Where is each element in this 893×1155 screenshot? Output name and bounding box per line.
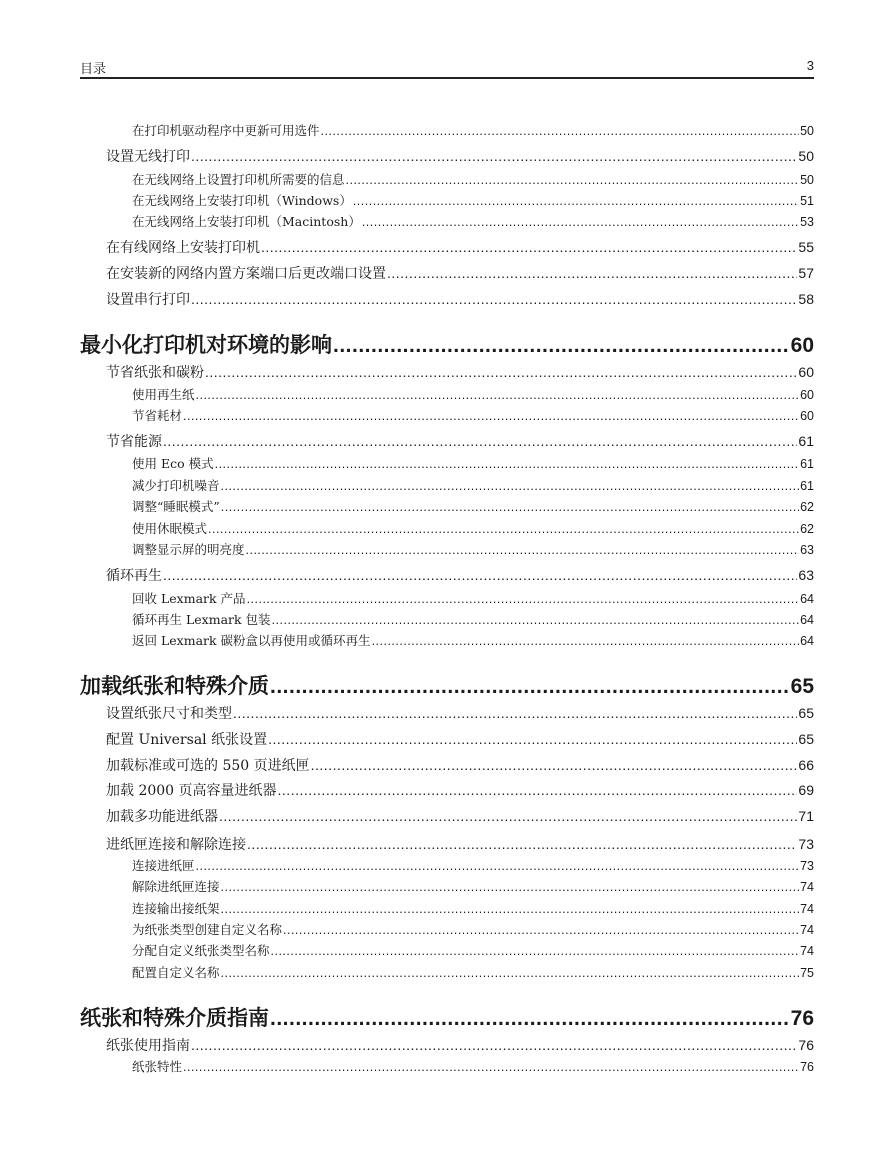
toc-entry-level-2[interactable]: [106, 146, 814, 166]
toc-entry-level-2[interactable]: [106, 755, 814, 775]
toc-entry-page: 73: [798, 836, 814, 852]
dot-leader: [362, 215, 799, 229]
toc-entry-level-3[interactable]: [132, 519, 814, 537]
dot-leader: [191, 148, 797, 164]
toc-entry-title: 节省纸张和碳粉: [106, 365, 204, 381]
toc-entry-title: 减少打印机噪音: [132, 478, 220, 493]
toc-entry-level-3[interactable]: [132, 941, 814, 959]
dot-leader: [215, 457, 799, 471]
dot-leader: [221, 966, 800, 980]
toc-entry-page: 50: [800, 124, 814, 138]
toc-entry-page: 60: [790, 334, 814, 357]
toc-entry-level-2[interactable]: [106, 289, 814, 309]
toc-entry-level-3[interactable]: [132, 856, 814, 874]
toc-entry-page: 75: [800, 966, 814, 980]
toc-entry-level-1[interactable]: [80, 670, 814, 700]
toc-entry-page: 60: [800, 388, 814, 402]
toc-entry-title: 连接进纸匣: [132, 858, 195, 873]
section-title: 目录: [80, 62, 107, 77]
toc-entry-title: 循环再生: [106, 568, 162, 584]
toc-entry-page: 74: [800, 902, 814, 916]
dot-leader: [268, 731, 797, 747]
toc-entry-page: 71: [798, 808, 814, 824]
page-number: 3: [806, 58, 814, 73]
toc-entry-page: 60: [800, 409, 814, 423]
toc-entry-page: 64: [800, 613, 814, 627]
toc-entry-level-3[interactable]: [132, 406, 814, 424]
dot-leader: [196, 859, 800, 873]
toc-entry-page: 76: [798, 1037, 814, 1053]
dot-leader: [221, 500, 799, 514]
toc-entry-page: 65: [790, 675, 814, 698]
toc-entry-level-3[interactable]: [132, 877, 814, 895]
toc-entry-title: 在有线网络上安装打印机: [106, 240, 260, 256]
toc-entry-level-2[interactable]: [106, 565, 814, 585]
dot-leader: [372, 634, 800, 648]
toc-entry-title: 最小化打印机对环境的影响: [80, 332, 332, 357]
toc-entry-level-3[interactable]: [132, 920, 814, 938]
toc-entry-title: 纸张和特殊介质指南: [80, 1005, 269, 1030]
dot-leader: [278, 782, 798, 798]
toc-entry-title: 纸张特性: [132, 1059, 183, 1074]
toc-entry-level-3[interactable]: [132, 385, 814, 403]
toc-entry-page: 62: [800, 522, 814, 536]
toc-entry-page: 57: [798, 265, 814, 281]
toc-entry-title: 为纸张类型创建自定义名称: [132, 922, 283, 937]
dot-leader: [221, 479, 800, 493]
toc-entry-page: 55: [798, 239, 814, 255]
toc-entry-level-3[interactable]: [132, 1057, 814, 1075]
toc-entry-level-3[interactable]: [132, 121, 814, 139]
toc-entry-level-3[interactable]: [132, 963, 814, 981]
toc-entry-level-3[interactable]: [132, 899, 814, 917]
toc-entry-title: 调整显示屏的明亮度: [132, 542, 245, 557]
toc-entry-level-1[interactable]: [80, 1002, 814, 1032]
toc-entry-level-2[interactable]: [106, 263, 814, 283]
toc-entry-page: 73: [800, 859, 814, 873]
dot-leader: [387, 265, 797, 281]
dot-leader: [261, 239, 797, 255]
toc-entry-page: 76: [790, 1007, 814, 1030]
dot-leader: [247, 592, 800, 606]
toc-entry-title: 纸张使用指南: [106, 1038, 190, 1054]
toc-entry-title: 分配自定义纸张类型名称: [132, 943, 270, 958]
toc-entry-page: 50: [800, 173, 814, 187]
toc-entry-title: 在安装新的网络内置方案端口后更改端口设置: [106, 266, 386, 282]
toc-entry-page: 61: [798, 433, 814, 449]
toc-entry-title: 连接输出接纸架: [132, 901, 220, 916]
toc-entry-title: 使用休眠模式: [132, 521, 208, 536]
toc-entry-title: 进纸匣连接和解除连接: [106, 837, 246, 853]
toc-entry-page: 63: [798, 567, 814, 583]
toc-entry-title: 使用再生纸: [132, 387, 195, 402]
toc-entry-title: 节省能源: [106, 434, 162, 450]
toc-entry-level-3[interactable]: [132, 454, 814, 472]
toc-entry-title: 配置自定义名称: [132, 965, 220, 980]
dot-leader: [191, 291, 797, 307]
dot-leader: [221, 902, 800, 916]
dot-leader: [353, 194, 799, 208]
toc-entry-level-3[interactable]: [132, 610, 814, 628]
toc-entry-title: 使用 Eco 模式: [132, 456, 214, 471]
dot-leader: [271, 944, 800, 958]
toc-entry-title: 解除进纸匣连接: [132, 879, 220, 894]
toc-entry-level-3[interactable]: [132, 540, 814, 558]
toc-entry-page: 74: [800, 944, 814, 958]
toc-entry-level-2[interactable]: [106, 362, 814, 382]
toc-entry-title: 配置 Universal 纸张设置: [106, 732, 268, 748]
dot-leader: [333, 334, 790, 358]
toc-entry-page: 58: [798, 291, 814, 307]
dot-leader: [183, 409, 799, 423]
toc-entry-title: 加载 2000 页高容量进纸器: [106, 783, 277, 799]
toc-entry-level-3[interactable]: [132, 631, 814, 649]
toc-entry-level-3[interactable]: [132, 476, 814, 494]
toc-entry-page: 51: [800, 194, 814, 208]
toc-entry-page: 69: [798, 782, 814, 798]
dot-leader: [246, 543, 800, 557]
toc-entry-level-1[interactable]: [80, 329, 814, 359]
toc-entry-title: 调整“睡眠模式”: [132, 499, 220, 514]
toc-entry-title: 在无线网络上安装打印机（Windows）: [132, 193, 352, 208]
toc-entry-page: 61: [800, 479, 814, 493]
toc-entry-title: 设置串行打印: [106, 292, 190, 308]
toc-entry-title: 在无线网络上安装打印机（Macintosh）: [132, 214, 361, 229]
toc-entry-level-2[interactable]: [106, 1035, 814, 1055]
toc-entry-title: 加载纸张和特殊介质: [80, 673, 269, 698]
dot-leader: [221, 880, 800, 894]
toc-entry-level-3[interactable]: [132, 497, 814, 515]
toc-entry-title: 返回 Lexmark 碳粉盒以再使用或循环再生: [132, 633, 371, 648]
dot-leader: [270, 675, 790, 699]
dot-leader: [183, 1060, 799, 1074]
toc-entry-page: 50: [798, 148, 814, 164]
toc-entry-level-3[interactable]: [132, 212, 814, 230]
toc-entry-level-2[interactable]: [106, 729, 814, 749]
dot-leader: [346, 173, 800, 187]
dot-leader: [270, 1007, 790, 1031]
toc-entry-page: 60: [798, 364, 814, 380]
dot-leader: [321, 124, 800, 138]
toc-entry-page: 74: [800, 923, 814, 937]
toc-entry-level-3[interactable]: [132, 191, 814, 209]
toc-entry-page: 64: [800, 634, 814, 648]
toc-entry-level-2[interactable]: [106, 834, 814, 854]
dot-leader: [272, 613, 800, 627]
toc-entry-level-3[interactable]: [132, 589, 814, 607]
toc-entry-page: 65: [798, 705, 814, 721]
toc-entry-page: 62: [800, 500, 814, 514]
dot-leader: [311, 757, 798, 773]
dot-leader: [205, 364, 797, 380]
toc-entry-page: 66: [798, 757, 814, 773]
toc-entry-title: 设置无线打印: [106, 149, 190, 165]
dot-leader: [283, 923, 799, 937]
toc-entry-title: 循环再生 Lexmark 包装: [132, 612, 271, 627]
dot-leader: [196, 388, 800, 402]
toc-entry-title: 设置纸张尺寸和类型: [106, 706, 232, 722]
toc-entry-page: 53: [800, 215, 814, 229]
toc-entry-title: 加载标准或可选的 550 页进纸匣: [106, 758, 310, 774]
dot-leader: [163, 567, 797, 583]
toc-entry-level-2[interactable]: [106, 431, 814, 451]
toc-entry-page: 61: [800, 457, 814, 471]
toc-entry-level-2[interactable]: [106, 806, 814, 826]
toc-entry-page: 63: [800, 543, 814, 557]
toc-entry-title: 回收 Lexmark 产品: [132, 591, 246, 606]
toc-entry-level-3[interactable]: [132, 170, 814, 188]
toc-entry-title: 在无线网络上设置打印机所需要的信息: [132, 172, 345, 187]
toc-entry-title: 在打印机驱动程序中更新可用选件: [132, 123, 320, 138]
toc-entry-page: 65: [798, 731, 814, 747]
dot-leader: [163, 433, 797, 449]
toc-entry-page: 74: [800, 880, 814, 894]
dot-leader: [208, 522, 799, 536]
dot-leader: [247, 836, 797, 852]
toc-entry-page: 64: [800, 592, 814, 606]
toc-entry-level-2[interactable]: [106, 703, 814, 723]
toc-entry-title: 节省耗材: [132, 408, 183, 423]
toc-entry-title: 加载多功能进纸器: [106, 809, 218, 825]
toc-entry-level-2[interactable]: [106, 780, 814, 800]
dot-leader: [233, 705, 797, 721]
dot-leader: [191, 1037, 797, 1053]
toc-entry-level-2[interactable]: [106, 237, 814, 257]
toc-entry-page: 76: [800, 1060, 814, 1074]
dot-leader: [219, 808, 797, 824]
